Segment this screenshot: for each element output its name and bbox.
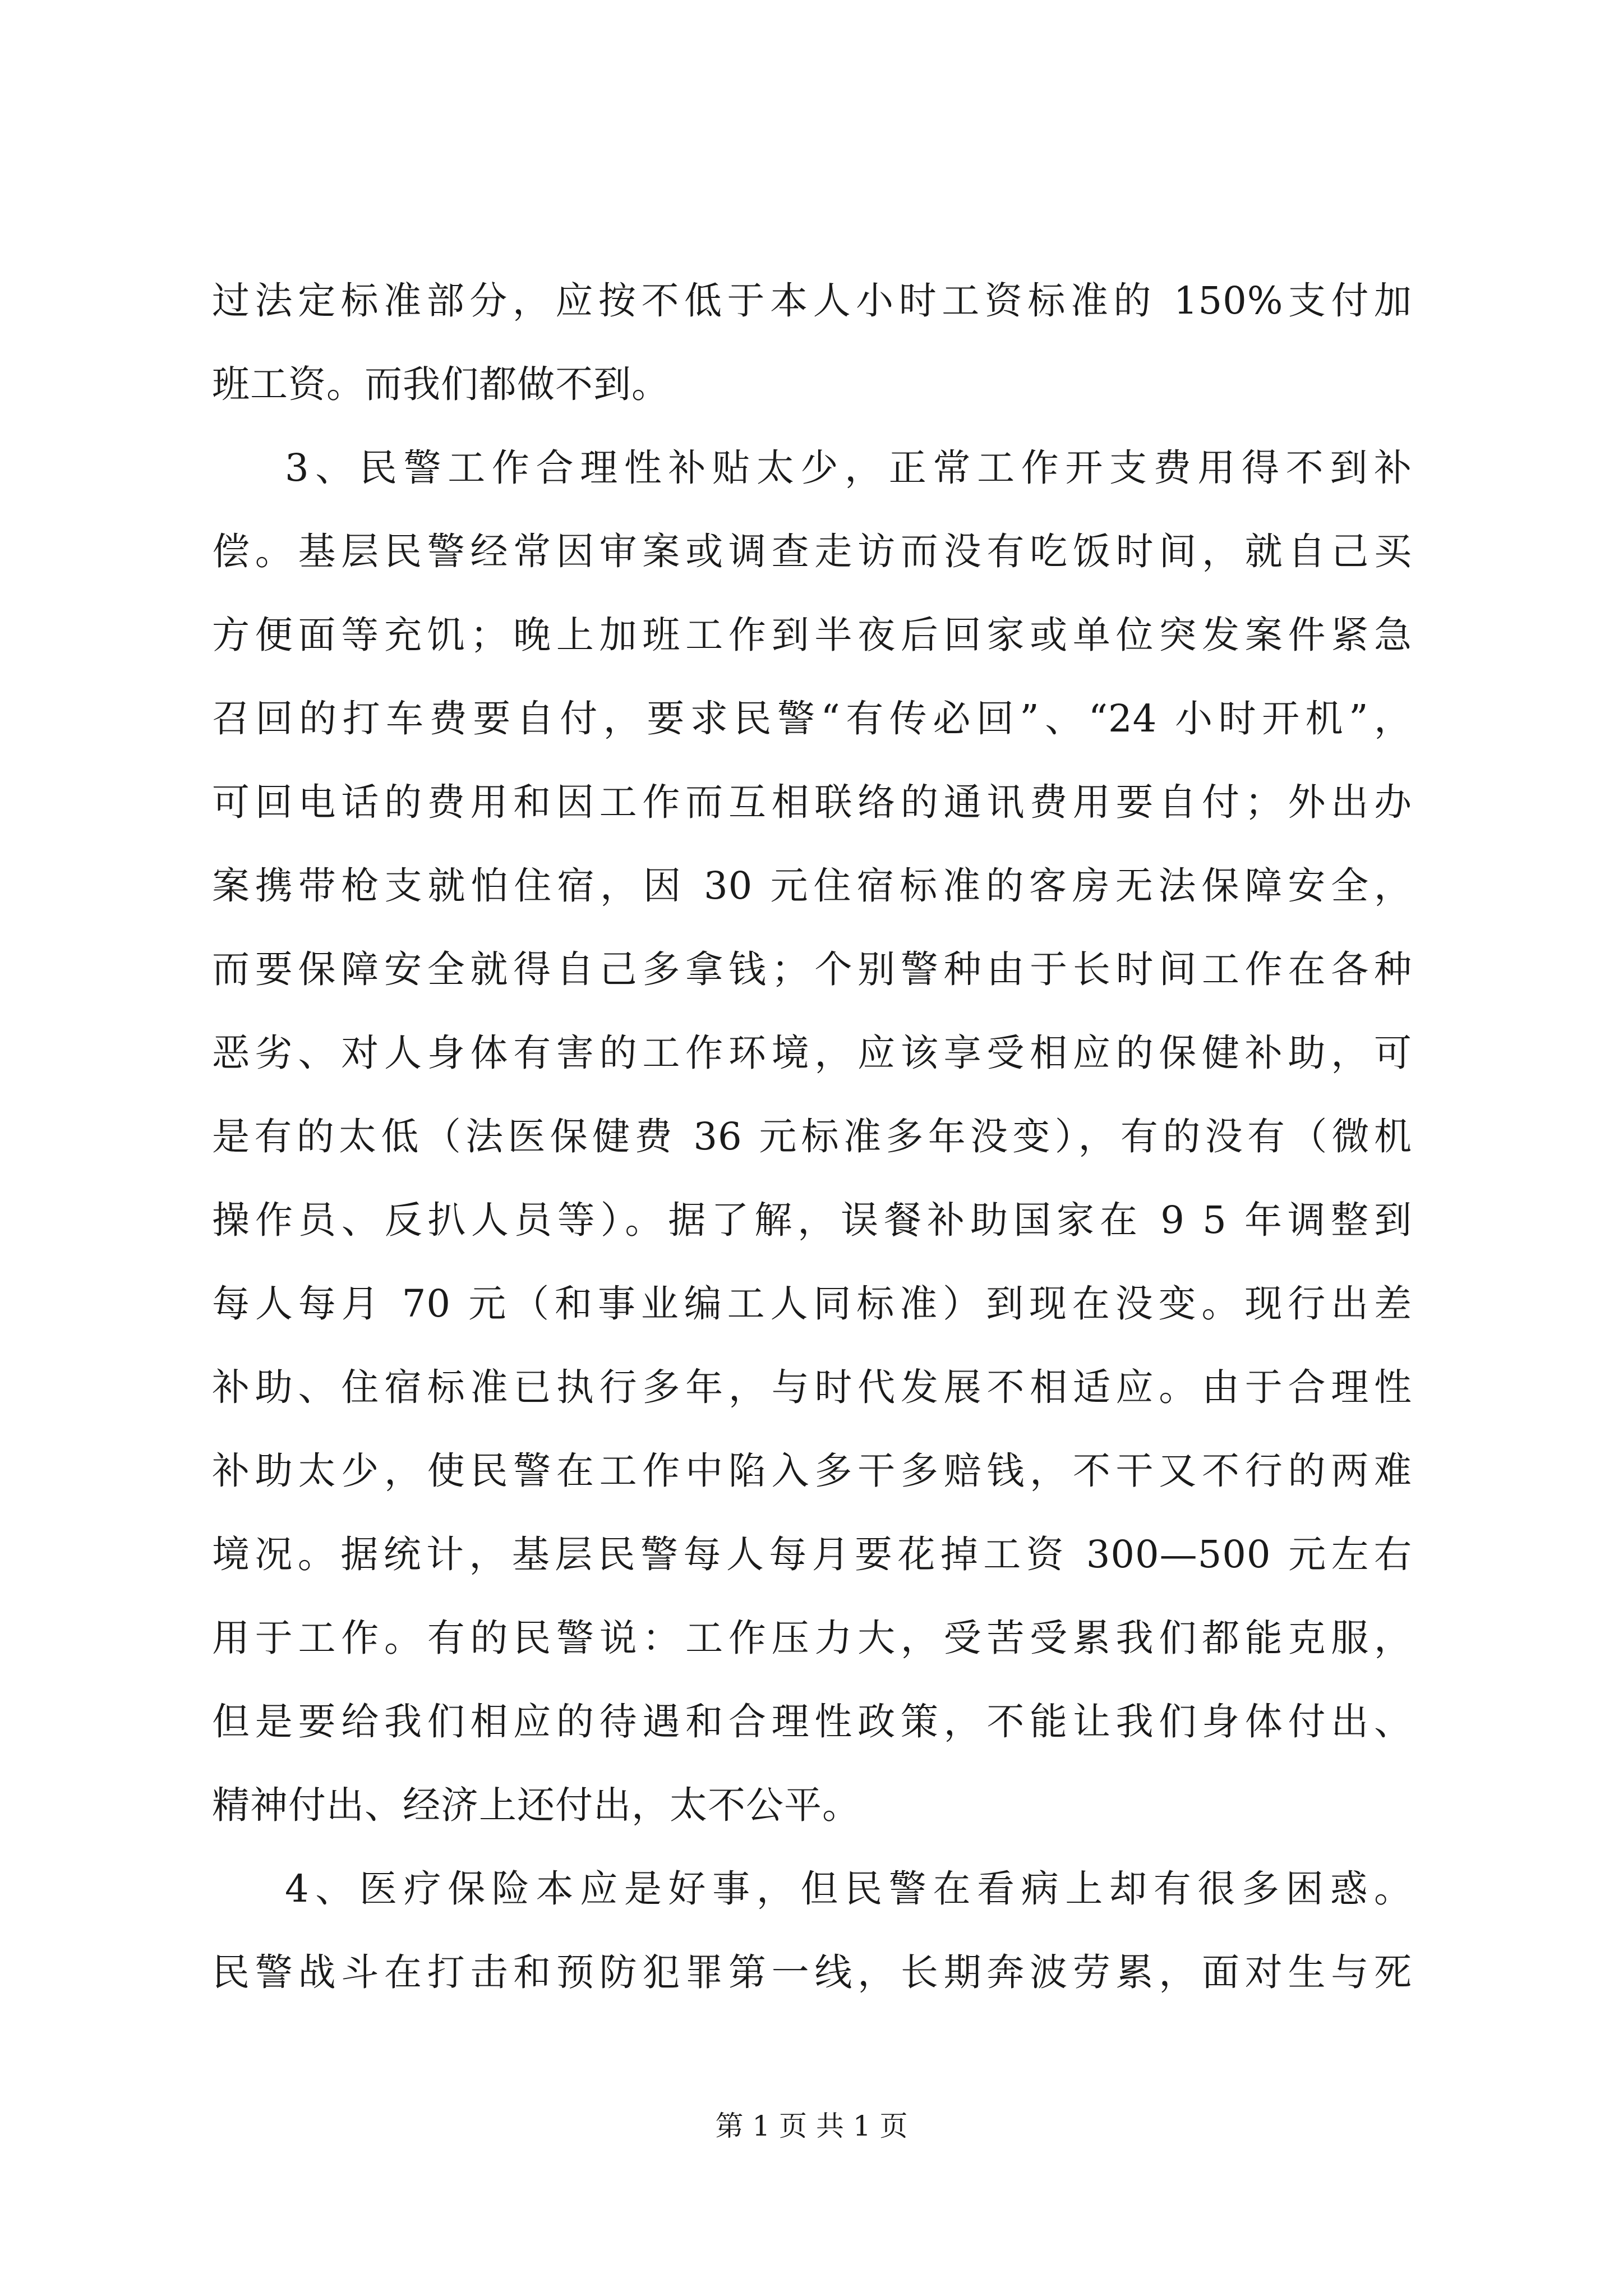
text-line: 补助、住宿标准已执行多年，与时代发展不相适应。由于合理性	[212, 1365, 1412, 1409]
text-line: 是有的太低（法医保健费 36 元标准多年没变），有的没有（微机	[212, 1115, 1412, 1158]
text-line: 民警战斗在打击和预防犯罪第一线，长期奔波劳累，面对生与死	[212, 1950, 1412, 1994]
text-line: 偿。基层民警经常因审案或调查走访而没有吃饭时间，就自己买	[212, 530, 1412, 573]
text-line: 恶劣、对人身体有害的工作环境，应该享受相应的保健补助，可	[212, 1031, 1412, 1075]
text-line: 案携带枪支就怕住宿，因 30 元住宿标准的客房无法保障安全，	[212, 864, 1412, 908]
paragraph-start-line: 4、医疗保险本应是好事，但民警在看病上却有很多困惑。	[285, 1867, 1412, 1911]
text-line: 班工资。而我们都做不到。	[212, 362, 670, 406]
text-line: 但是要给我们相应的待遇和合理性政策，不能让我们身体付出、	[212, 1700, 1412, 1743]
text-line: 精神付出、经济上还付出，太不公平。	[212, 1783, 860, 1827]
text-line: 操作员、反扒人员等）。据了解，误餐补助国家在 9 5 年调整到	[212, 1198, 1412, 1242]
body-text	[212, 259, 1412, 2014]
text-line: 而要保障安全就得自己多拿钱；个别警种由于长时间工作在各种	[212, 947, 1412, 991]
paragraph-start-line: 3、民警工作合理性补贴太少，正常工作开支费用得不到补	[285, 446, 1412, 490]
text-line: 用于工作。有的民警说：工作压力大，受苦受累我们都能克服，	[212, 1616, 1412, 1660]
text-line: 可回电话的费用和因工作而互相联络的通讯费用要自付；外出办	[212, 780, 1412, 824]
text-line: 方便面等充饥；晚上加班工作到半夜后回家或单位突发案件紧急	[212, 613, 1412, 657]
page-number-footer: 第 1 页 共 1 页	[715, 2110, 908, 2142]
text-line: 境况。据统计，基层民警每人每月要花掉工资 300—500 元左右	[212, 1533, 1412, 1576]
text-line: 每人每月 70 元（和事业编工人同标准）到现在没变。现行出差	[212, 1282, 1412, 1326]
text-line: 补助太少，使民警在工作中陷入多干多赔钱，不干又不行的两难	[212, 1449, 1412, 1493]
text-line: 过法定标准部分，应按不低于本人小时工资标准的 150%支付加	[212, 279, 1412, 323]
text-line: 召回的打车费要自付，要求民警“有传必回”、“24 小时开机”，	[212, 697, 1412, 740]
